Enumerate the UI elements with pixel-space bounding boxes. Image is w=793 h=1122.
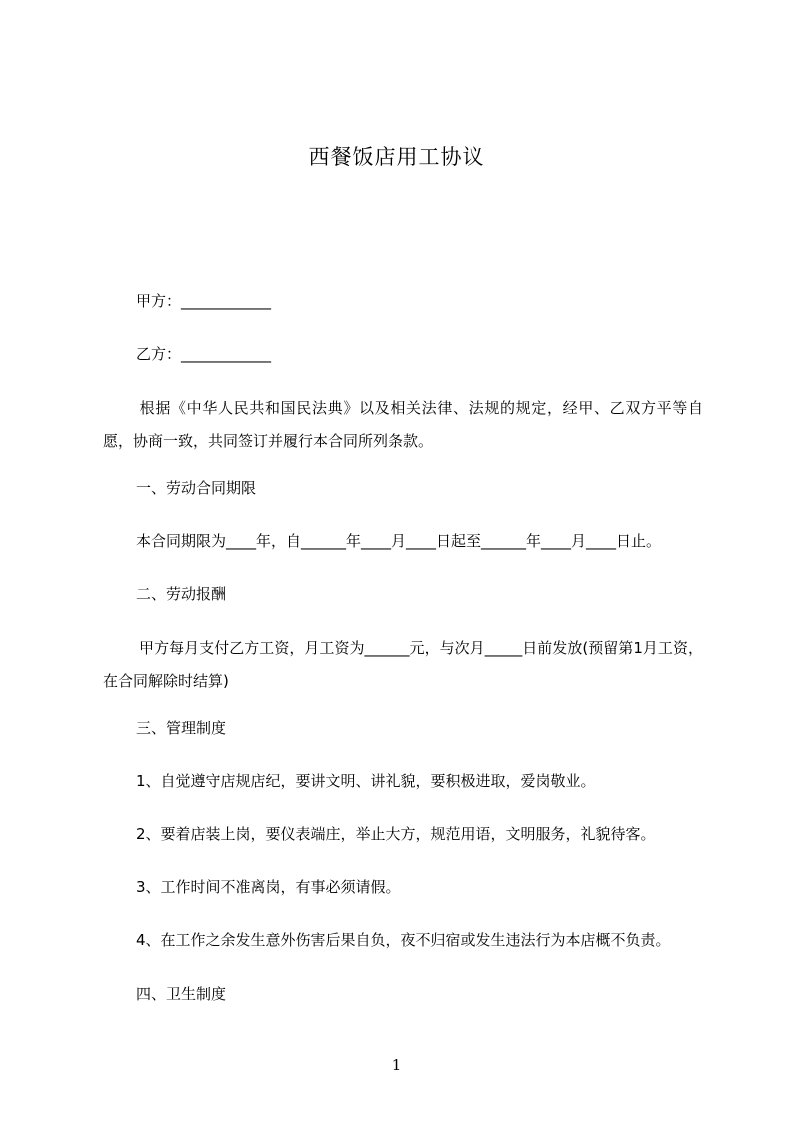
preamble-paragraph	[103, 392, 703, 458]
party-b-line: 乙方：____________	[136, 345, 272, 363]
party-a-line: 甲方：____________	[136, 292, 272, 310]
section2-heading: 二、劳动报酬	[136, 585, 227, 603]
section1-heading: 一、劳动合同期限	[136, 479, 257, 497]
preamble-text: 根据《中华人民共和国民法典》以及相关法律、法规的规定，经甲、乙双方平等自愿，协商一致，共同签订并履行本合同所列条款。	[103, 399, 703, 450]
section3-heading: 三、管理制度	[136, 719, 227, 737]
section3-item-2: 2、要着店装上岗，要仪表端庄，举止大方，规范用语，文明服务，礼貌待客。	[136, 825, 656, 843]
page-number: 1	[391, 1056, 402, 1074]
section3-item-1: 1、自觉遵守店规店纪，要讲文明、讲礼貌，要积极进取，爱岗敬业。	[136, 772, 596, 790]
document-title: 西餐饭店用工协议	[308, 145, 485, 169]
section2-paragraph	[103, 632, 703, 698]
section2-text: 甲方每月支付乙方工资，月工资为______元，与次月_____日前发放(预留第1月工资，在合同解除时结算)	[103, 639, 703, 690]
section3-item-3: 3、工作时间不准离岗，有事必须请假。	[136, 878, 401, 896]
section3-item-4: 4、在工作之余发生意外伤害后果自负，夜不归宿或发生违法行为本店概不负责。	[136, 931, 671, 949]
section4-heading: 四、卫生制度	[136, 985, 227, 1003]
section1-text: 本合同期限为____年，自______年____月____日起至______年____月____日止。	[136, 532, 662, 550]
